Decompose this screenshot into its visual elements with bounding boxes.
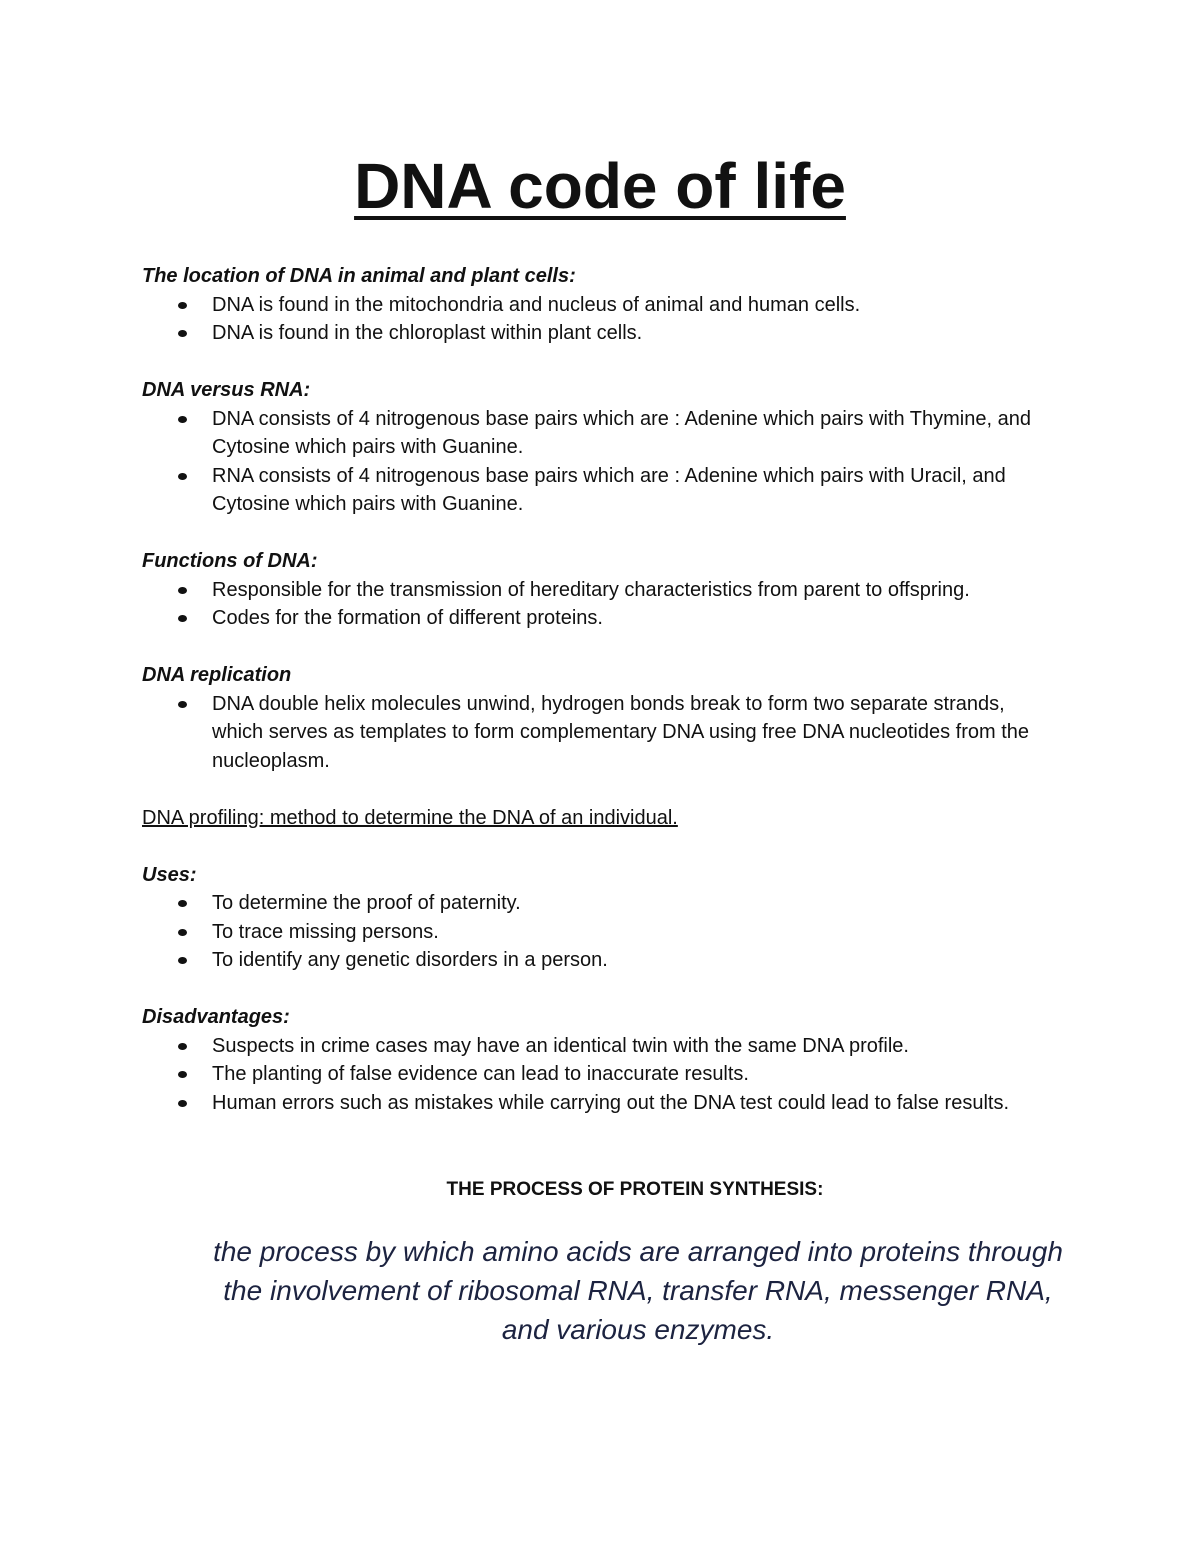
bullet-icon bbox=[178, 1043, 187, 1050]
list-item: The planting of false evidence can lead to inaccurate results. bbox=[142, 1060, 1042, 1089]
list-item: RNA consists of 4 nitrogenous base pairs which are : Adenine which pairs with Uracil, and Cytosine which pairs with Guanine. bbox=[142, 462, 1042, 519]
dna-vs-rna-list bbox=[142, 405, 1042, 519]
functions-list bbox=[142, 576, 1042, 633]
section-gap bbox=[142, 348, 1042, 377]
list-item: To trace missing persons. bbox=[142, 918, 1042, 947]
section-gap bbox=[142, 775, 1042, 804]
list-item: Suspects in crime cases may have an identical twin with the same DNA profile. bbox=[142, 1032, 1042, 1061]
section-gap bbox=[142, 519, 1042, 548]
location-heading: The location of DNA in animal and plant cells: bbox=[142, 265, 576, 287]
uses-list bbox=[142, 889, 1042, 975]
document-body bbox=[142, 262, 1042, 1117]
location-list bbox=[142, 291, 1042, 348]
section-gap bbox=[142, 975, 1042, 1004]
bullet-icon bbox=[178, 929, 187, 936]
list-item: DNA double helix molecules unwind, hydrogen bonds break to form two separate strands, which serves as templates to form complementary DNA using free DNA nucleotides from the nucleoplasm. bbox=[142, 690, 1042, 776]
disadvantages-list bbox=[142, 1032, 1042, 1118]
list-item: DNA is found in the mitochondria and nucleus of animal and human cells. bbox=[142, 291, 1042, 320]
protein-synthesis-title: THE PROCESS OF PROTEIN SYNTHESIS: bbox=[446, 1179, 824, 1200]
replication-heading: DNA replication bbox=[142, 664, 292, 686]
list-item: Codes for the formation of different proteins. bbox=[142, 604, 1042, 633]
bullet-icon bbox=[178, 1071, 187, 1078]
bullet-icon bbox=[178, 957, 187, 964]
functions-heading: Functions of DNA: bbox=[142, 550, 318, 572]
document-title-text: DNA code of life bbox=[354, 150, 846, 222]
list-item: Responsible for the transmission of hereditary characteristics from parent to offspring. bbox=[142, 576, 1042, 605]
bullet-icon bbox=[178, 1100, 187, 1107]
section-gap bbox=[142, 832, 1042, 861]
protein-synthesis-definition: the process by which amino acids are arranged into proteins through the involvement of ribosomal RNA, transfer RNA, messenger RNA, and various enzymes. bbox=[213, 1236, 1063, 1345]
bullet-icon bbox=[178, 615, 187, 622]
uses-heading: Uses: bbox=[142, 863, 197, 886]
bullet-icon bbox=[178, 473, 187, 480]
list-item: DNA consists of 4 nitrogenous base pairs which are : Adenine which pairs with Thymine, and Cytosine which pairs with Guanine. bbox=[142, 405, 1042, 462]
bullet-icon bbox=[178, 416, 187, 423]
bullet-icon bbox=[178, 587, 187, 594]
disadvantages-heading: Disadvantages: bbox=[142, 1006, 290, 1028]
bullet-icon bbox=[178, 302, 187, 309]
section-gap bbox=[142, 633, 1042, 662]
list-item: To identify any genetic disorders in a person. bbox=[142, 946, 1042, 975]
bullet-icon bbox=[178, 900, 187, 907]
bullet-icon bbox=[178, 330, 187, 337]
document-title bbox=[0, 148, 1200, 224]
list-item: Human errors such as mistakes while carrying out the DNA test could lead to false results. bbox=[142, 1089, 1042, 1118]
list-item: To determine the proof of paternity. bbox=[142, 889, 1042, 918]
list-item: DNA is found in the chloroplast within plant cells. bbox=[142, 319, 1042, 348]
dna-vs-rna-heading: DNA versus RNA: bbox=[142, 379, 311, 401]
bullet-icon bbox=[178, 701, 187, 708]
profiling-definition: DNA profiling: method to determine the DNA of an individual. bbox=[142, 806, 678, 829]
replication-list bbox=[142, 690, 1042, 776]
